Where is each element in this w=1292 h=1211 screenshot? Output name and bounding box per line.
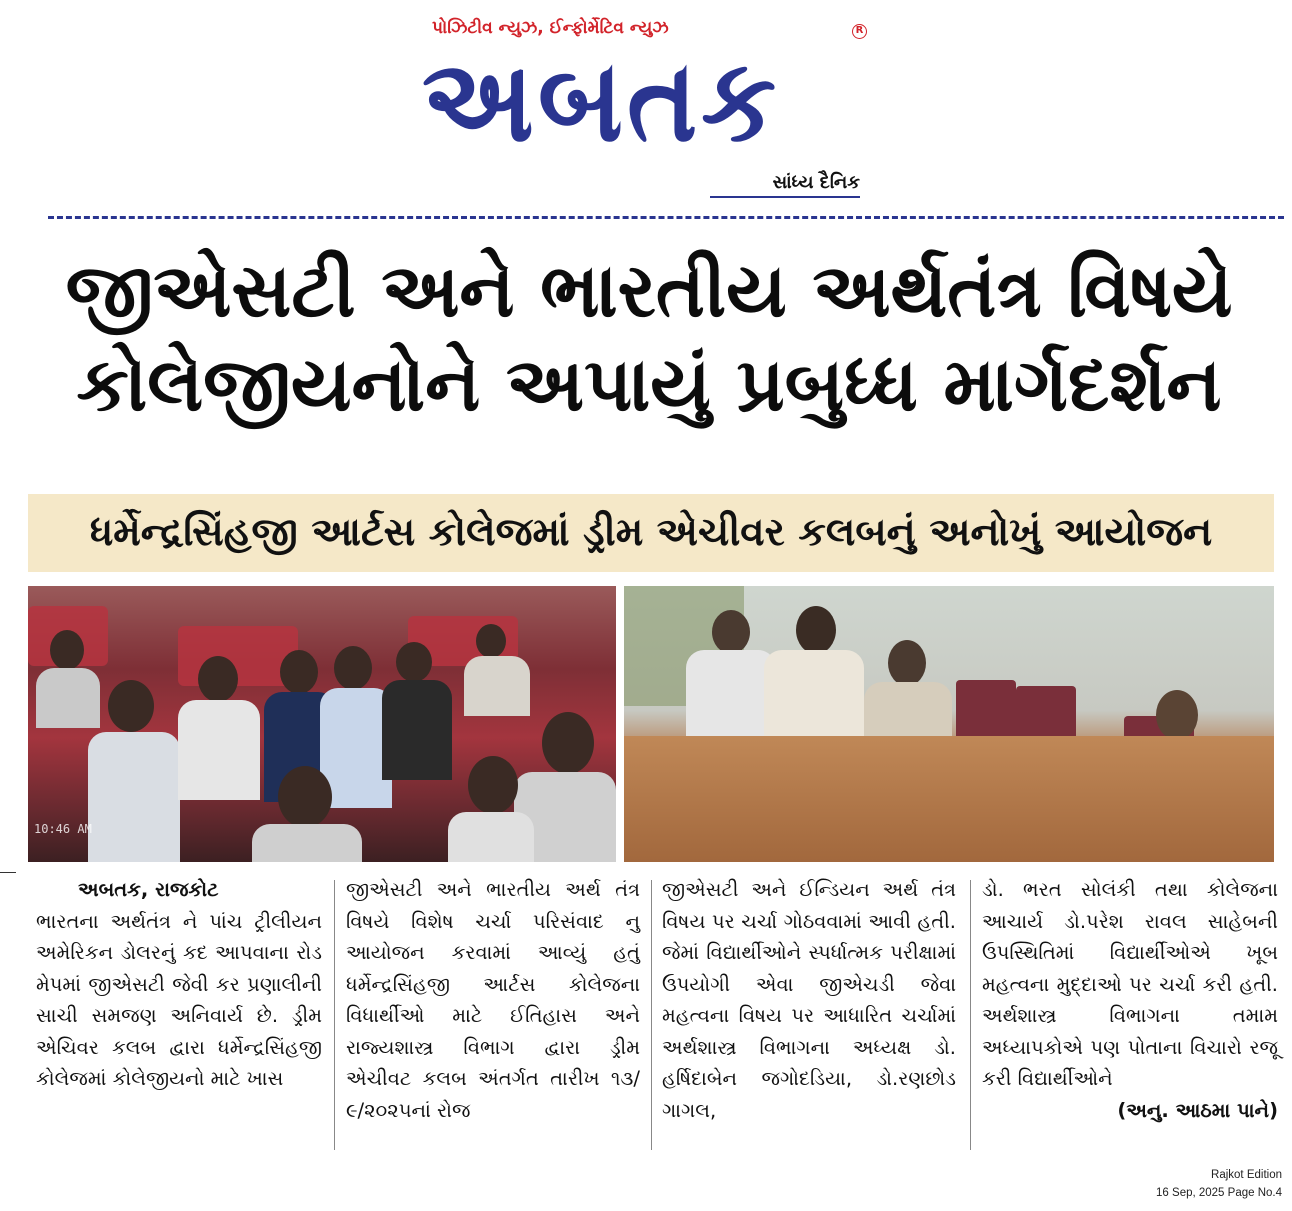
photo-panel-discussion bbox=[624, 586, 1274, 862]
article-column-1 bbox=[36, 874, 322, 1095]
photo-students-auditorium bbox=[28, 586, 616, 862]
edition-date-page: 16 Sep, 2025 Page No.4 bbox=[1156, 1187, 1282, 1199]
article-column-4 bbox=[982, 874, 1278, 1126]
masthead-tagline: પોઝિટીવ ન્યુઝ, ઈન્ફોર્મેટિવ ન્યુઝ bbox=[432, 18, 669, 38]
photo-timestamp: 10:46 AM bbox=[34, 822, 92, 836]
article-column-2-text: જીએસટી અને ભારતીય અર્થ તંત્ર વિષયે વિશેષ ચર્ચા પરિસંવાદ નુ આયોજન કરવામાં આવ્યું હતું ધર્મેન્દ્રસિંહજી આર્ટસ કોલેજના વિધાર્થીઓ માટે ઈતિહાસ અને રાજ્યશાસ્ત્ર વિભાગ દ્વારા ડ્રીમ એચીવટ કલબ અંતર્ગત તારીખ ૧૩/ ૯/૨૦૨૫નાં રોજ bbox=[346, 878, 640, 1122]
edition-name: Rajkot Edition bbox=[1211, 1169, 1282, 1181]
masthead-subtitle: સાંધ્ય દૈનિક bbox=[710, 172, 860, 198]
article-column-3-text: જીએસટી અને ઈન્ડિયન અર્થ તંત્ર વિષય પર ચર્ચા ગોઠવવામાં આવી હતી. જેમાં વિદ્યાર્થીઓને સ્પર્ધાત્મક પરીક્ષામાં ઉપયોગી એવા જીએચડી જેવા મહત્વના વિષય પર આધારિત ચર્ચામાં અર્થશાસ્ત્ર વિભાગના અધ્યક્ષ ડો. હર્ષિદાબેન જગોદડિયા, ડો.રણછોડ ગાગલ, bbox=[662, 878, 956, 1122]
edition-info bbox=[1156, 1166, 1282, 1202]
column-divider bbox=[651, 880, 652, 1150]
masthead-divider bbox=[48, 216, 1284, 219]
article-column-2 bbox=[346, 874, 640, 1126]
article-column-1-text: ભારતના અર્થતંત્ર ને પાંચ ટ્રીલીયન અમેરિકન ડોલરનું કદ આપવાના રોડ મેપમાં જીએસટી જેવી કર પ્રણાલીની સાચી સમજણ અનિવાર્ય છે. ડ્રીમ એચિવર કલબ દ્વારા ધર્મેન્દ્રસિંહજી કોલેજમાં કોલેજીયનો માટે ખાસ bbox=[36, 909, 322, 1090]
column-divider bbox=[970, 880, 971, 1150]
article-column-3 bbox=[662, 874, 956, 1126]
article-subheadline: ધર્મેન્દ્રસિંહજી આર્ટસ કોલેજમાં ડ્રીમ એચીવર કલબનું અનોખું આયોજન bbox=[89, 510, 1213, 555]
article-headline: જીએસટી અને ભારતીય અર્થતંત્ર વિષયે કોલેજીયનોને અપાયું પ્રબુધ્ધ માર્ગદર્શન bbox=[65, 248, 1233, 428]
article-dateline: અબતક, રાજકોટ bbox=[78, 878, 219, 901]
article-column-4-text: ડો. ભરત સોલંકી તથા કોલેજના આચાર્ય ડો.પરેશ રાવલ સાહેબની ઉપસ્થિતિમાં વિદ્યાર્થીઓએ ખૂબ મહત્વના મુદ્દાઓ પર ચર્ચા કરી હતી. અર્થશાસ્ત્ર વિભાગના તમામ અધ્યાપકોએ પણ પોતાના વિચારો રજૂ કરી વિદ્યાર્થીઓને bbox=[982, 878, 1278, 1090]
registered-mark-icon: R bbox=[852, 24, 867, 39]
column-divider bbox=[334, 880, 335, 1150]
newspaper-logo: અબતક bbox=[422, 34, 781, 167]
continued-on-page: (અનુ. આઠમા પાને) bbox=[1117, 1098, 1278, 1122]
page-edge-mark bbox=[0, 872, 16, 873]
